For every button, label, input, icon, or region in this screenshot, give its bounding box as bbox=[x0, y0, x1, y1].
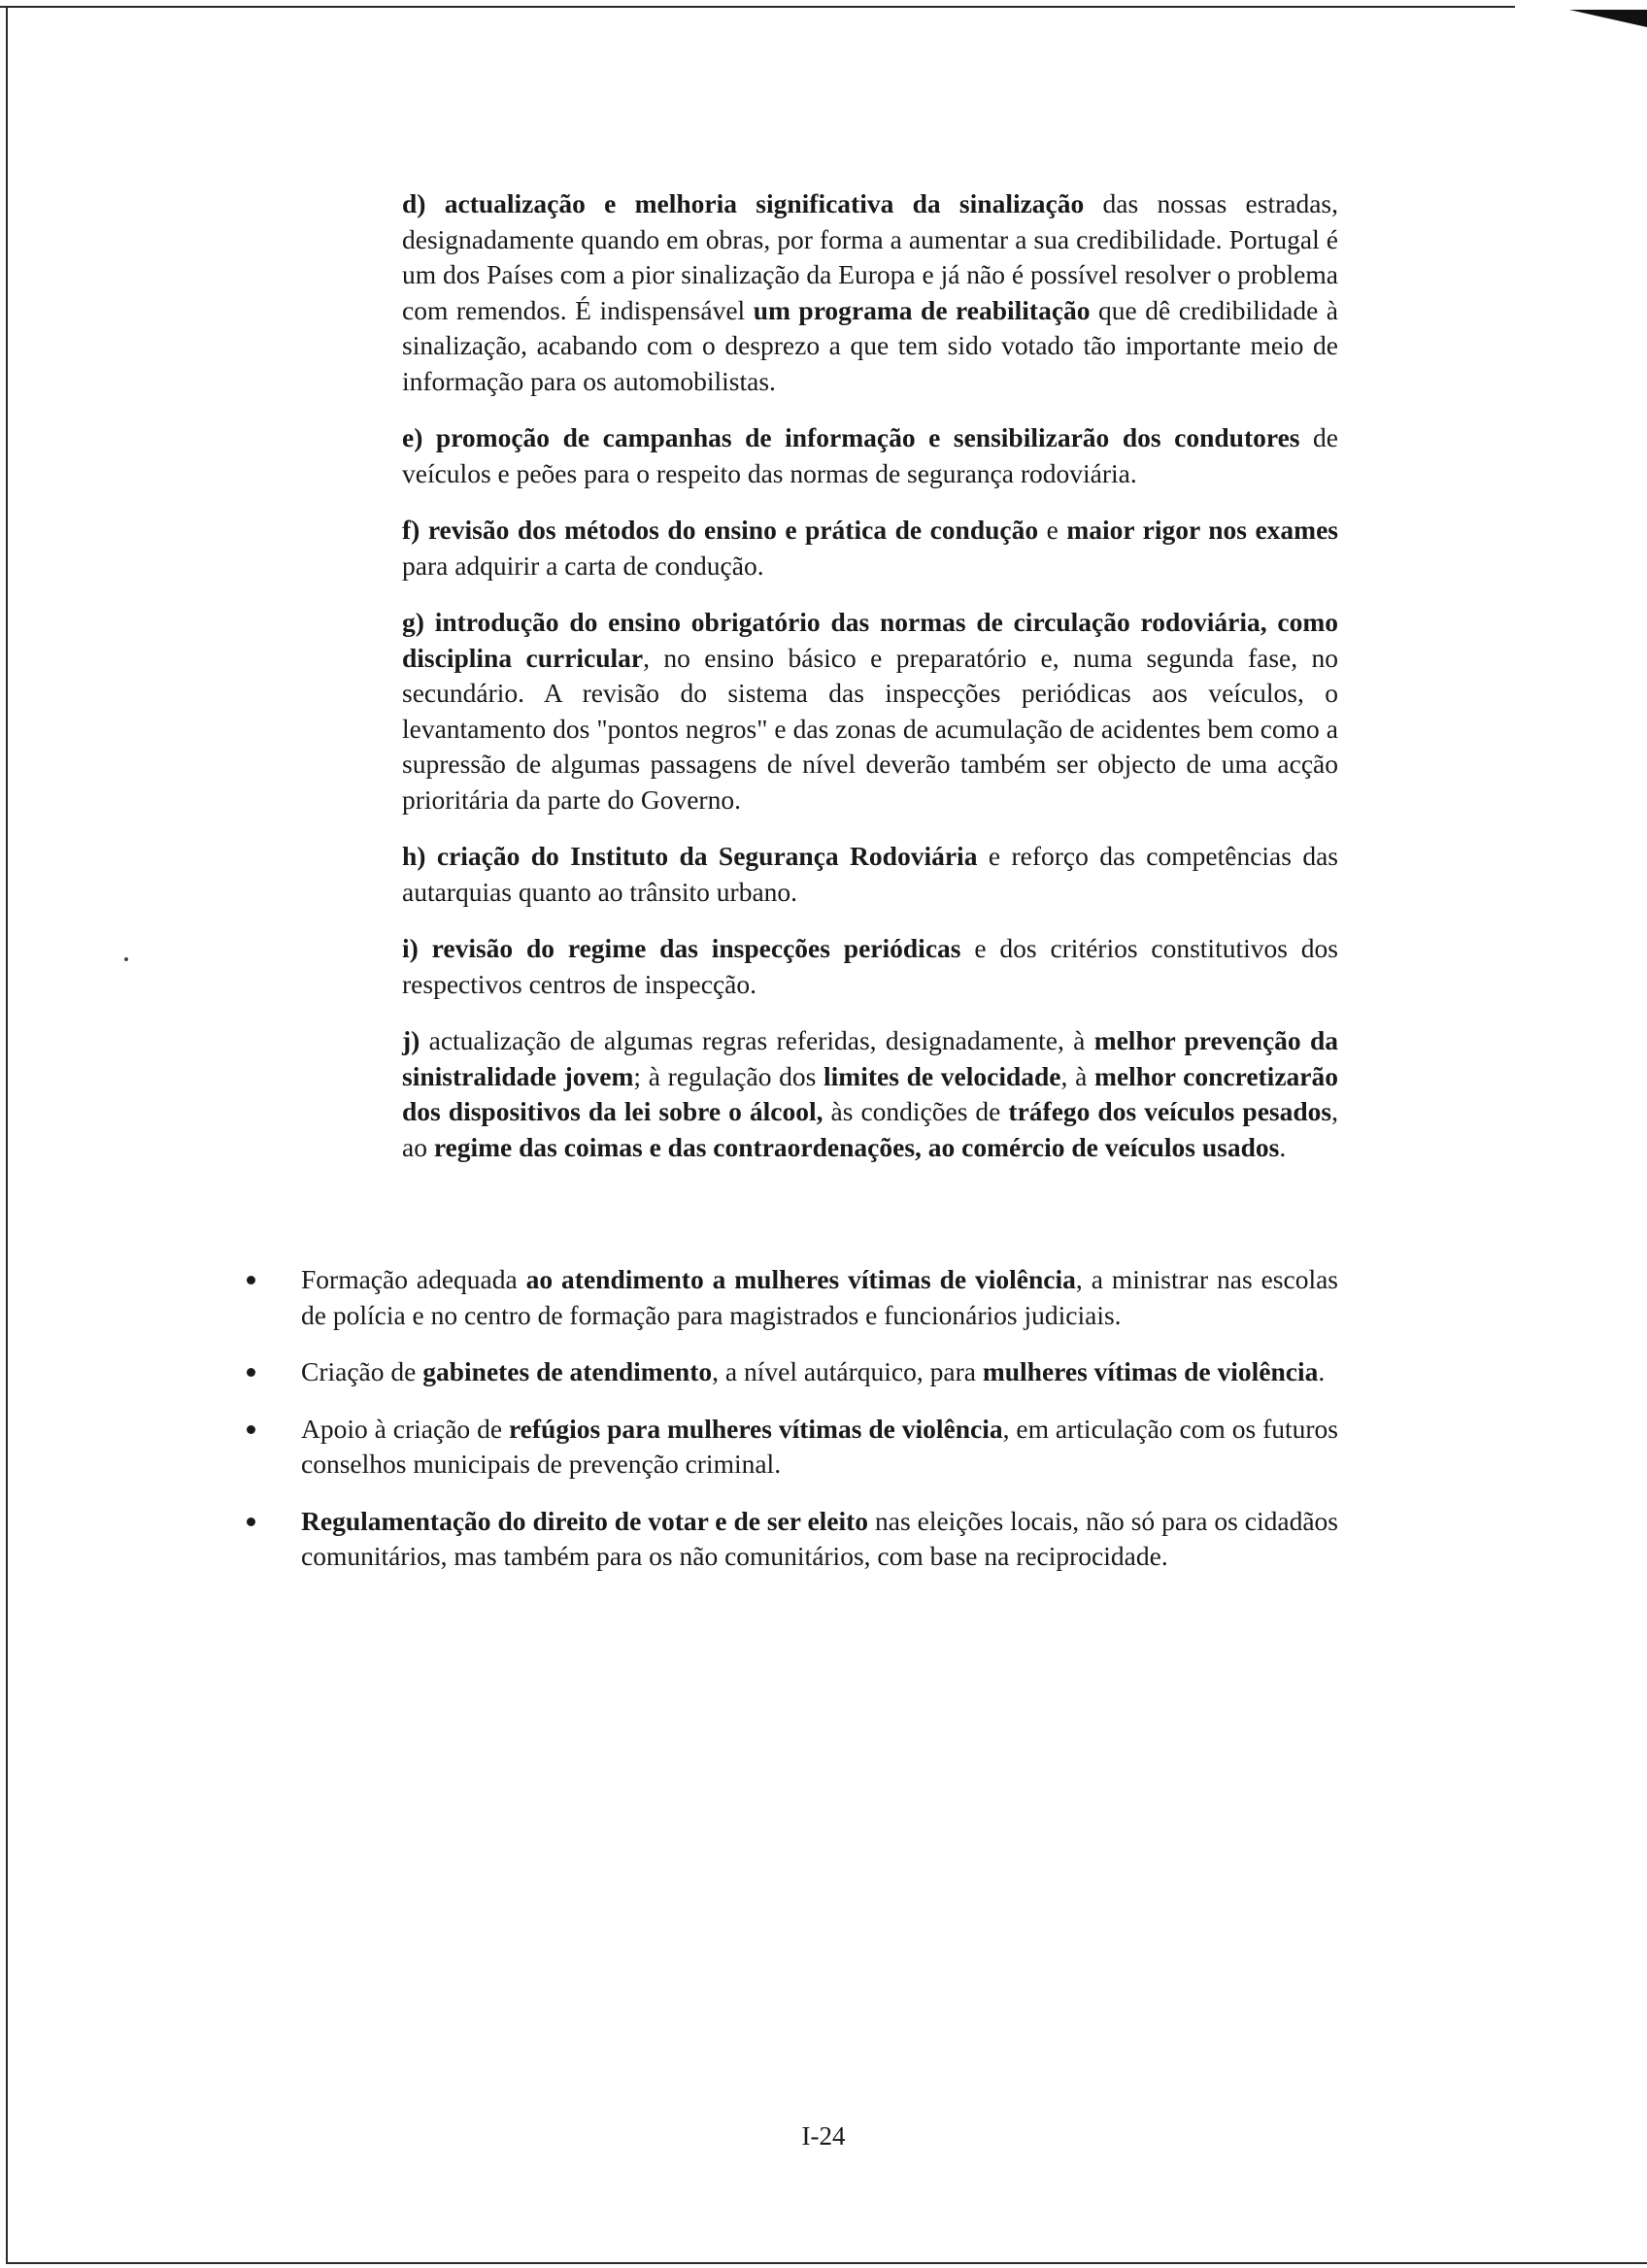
item-text: de veículos e peões para o respeito das normas de segurança rodoviária. bbox=[402, 422, 1338, 488]
item-text-bold: maior rigor nos exames bbox=[1066, 515, 1338, 545]
bullet-list bbox=[243, 1262, 1338, 1596]
item-text-bold: introdução do ensino obrigatório das normas de circulação rodoviária, como disciplina curricular bbox=[402, 607, 1339, 673]
item-text-bold: melhor concretizarão dos dispositivos da lei sobre o álcool, bbox=[402, 1060, 1338, 1126]
item-text-bold: melhor prevenção da sinistralidade jovem bbox=[402, 1025, 1339, 1091]
bullet-item bbox=[243, 1412, 1338, 1483]
bullet-text-bold: Regulamentação do direito de votar e de ser eleito bbox=[301, 1505, 869, 1536]
item-text-bold: actualização e melhoria significativa da sinalização bbox=[444, 188, 1085, 218]
item-text: e reforço das competências das autarquias quanto ao trânsito urbano. bbox=[402, 841, 1339, 907]
list-item-j bbox=[402, 1023, 1338, 1165]
bullet-text-bold: refúgios para mulheres vítimas de violência bbox=[508, 1413, 1003, 1444]
item-text: actualização de algumas regras referidas, designadamente, à bbox=[420, 1025, 1094, 1055]
item-text-bold: criação do Instituto da Segurança Rodoviária bbox=[436, 841, 978, 871]
bullet-dot-icon bbox=[247, 1518, 255, 1526]
item-text-bold: promoção de campanhas de informação e sensibilizarão dos condutores bbox=[435, 422, 1300, 452]
lettered-list bbox=[402, 186, 1338, 1186]
item-letter: f) bbox=[402, 515, 420, 545]
bullet-text: , em articulação com os futuros conselhos municipais de prevenção criminal. bbox=[301, 1413, 1338, 1479]
bullet-text: , a ministrar nas escolas de polícia e no centro de formação para magistrados e funcionários judiciais. bbox=[301, 1264, 1338, 1330]
scan-border-bottom bbox=[6, 2262, 1647, 2264]
item-text: . bbox=[1279, 1131, 1287, 1162]
bullet-text: . bbox=[1318, 1356, 1326, 1386]
bullet-text-bold: ao atendimento a mulheres vítimas de violência bbox=[525, 1264, 1076, 1294]
item-text: , à bbox=[1060, 1060, 1094, 1091]
item-text-bold: regime das coimas e das contraordenações, ao comércio de veículos usados bbox=[433, 1131, 1280, 1162]
bullet-text: Criação de bbox=[301, 1356, 423, 1386]
item-text: , ao bbox=[402, 1096, 1338, 1162]
item-text: e bbox=[1038, 515, 1067, 545]
list-item-g bbox=[402, 605, 1338, 817]
list-item-d bbox=[402, 186, 1338, 399]
item-text: , no ensino básico e preparatório e, numa segunda fase, no secundário. A revisão do sistema das inspecções periódicas aos veículos, o levantamento dos "pontos negros" e das zonas de acumulação de acidentes bem como a supressão de algumas passagens de nível deverão também ser objecto de uma acção prioritária da parte do Governo. bbox=[402, 642, 1338, 815]
item-text: para adquirir a carta de condução. bbox=[402, 550, 764, 581]
list-item-h bbox=[402, 839, 1338, 910]
bullet-dot-icon bbox=[247, 1276, 255, 1284]
bullet-text-bold: mulheres vítimas de violência bbox=[982, 1356, 1319, 1386]
item-text: que dê credibilidade à sinalização, acabando com o desprezo a que tem sido votado tão importante meio de informação para os automobilistas. bbox=[402, 294, 1339, 396]
item-letter: e) bbox=[402, 422, 423, 452]
scan-corner-mark bbox=[1569, 10, 1647, 27]
item-letter: i) bbox=[402, 933, 419, 963]
bullet-item bbox=[243, 1354, 1338, 1390]
bullet-item bbox=[243, 1262, 1338, 1333]
list-item-f bbox=[402, 513, 1338, 584]
bullet-dot-icon bbox=[247, 1425, 255, 1434]
bullet-text: nas eleições locais, não só para os cidadãos comunitários, mas também para os não comunitários, com base na reciprocidade. bbox=[301, 1505, 1338, 1571]
item-text-bold: limites de velocidade bbox=[824, 1060, 1061, 1091]
scan-border-top bbox=[0, 6, 1515, 8]
item-text-bold: tráfego dos veículos pesados bbox=[1008, 1096, 1332, 1126]
scan-speck bbox=[124, 957, 128, 961]
item-text: e dos critérios constitutivos dos respectivos centros de inspecção. bbox=[402, 933, 1338, 999]
bullet-dot-icon bbox=[247, 1368, 255, 1377]
bullet-text: , a nível autárquico, para bbox=[712, 1356, 983, 1386]
item-text: às condições de bbox=[823, 1096, 1009, 1126]
page-number: I-24 bbox=[801, 2121, 846, 2151]
scan-border-left bbox=[6, 6, 8, 2264]
list-item-e bbox=[402, 420, 1338, 491]
item-letter: g) bbox=[402, 607, 424, 637]
item-text-bold: revisão dos métodos do ensino e prática de condução bbox=[427, 515, 1039, 545]
item-text: das nossas estradas, designadamente quando em obras, por forma a aumentar a sua credibilidade. Portugal é um dos Países com a pior sinalização da Europa e já não é possível resolver o problema com remendos. É indispensável bbox=[402, 188, 1339, 325]
item-letter: h) bbox=[402, 841, 426, 871]
item-letter: j) bbox=[402, 1025, 420, 1055]
item-text-bold: um programa de reabilitação bbox=[753, 294, 1091, 325]
list-item-i bbox=[402, 931, 1338, 1002]
bullet-item bbox=[243, 1504, 1338, 1575]
bullet-text: Formação adequada bbox=[301, 1264, 526, 1294]
bullet-text: Apoio à criação de bbox=[301, 1413, 509, 1444]
item-letter: d) bbox=[402, 188, 426, 218]
item-text-bold: revisão do regime das inspecções periódicas bbox=[431, 933, 961, 963]
item-text: ; à regulação dos bbox=[633, 1060, 824, 1091]
bullet-text-bold: gabinetes de atendimento bbox=[422, 1356, 713, 1386]
